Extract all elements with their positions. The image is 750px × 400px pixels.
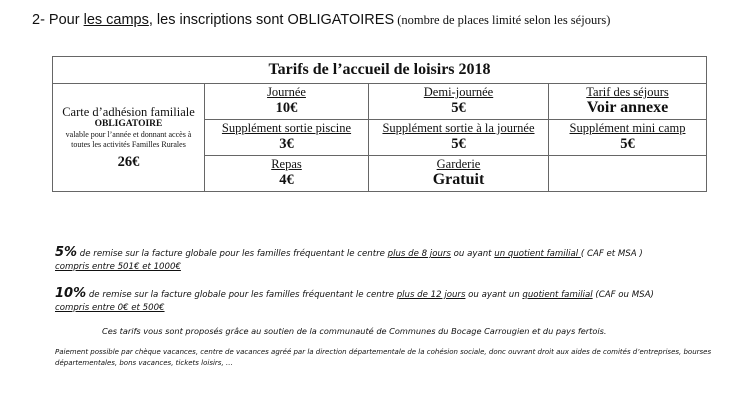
discount-range: compris entre 0€ et 500€ [55,302,165,313]
tarif-cell-repas [205,156,369,192]
discount-text: ( CAF et MSA ) [580,249,643,259]
tarif-value: 4€ [279,172,294,188]
tarif-value: 5€ [451,136,466,152]
tarif-label: Tarif des séjours [586,85,669,99]
membership-card-label: Carte d’adhésion familiale [62,104,195,119]
discount-range: compris entre 501€ et 1000€ [55,261,181,272]
tarif-value: 5€ [620,136,635,152]
tarif-value: Voir annexe [586,99,669,116]
discount-text: ou ayant un [465,290,523,300]
tarif-cell-sejours [549,84,707,120]
tarif-label: Repas [271,157,302,171]
discount-percent: 5% [55,245,78,260]
tarif-cell-demi-journee [369,84,549,120]
camps-registration-line [32,12,610,28]
discount-10-percent [55,288,725,314]
membership-card-mandatory: OBLIGATOIRE [94,118,163,129]
discount-5-percent [55,247,725,273]
tarif-cell-garderie [369,156,549,192]
tarif-label: Demi-journée [423,85,494,99]
tarif-value: 10€ [275,100,298,116]
intro-main-text: , les inscriptions sont OBLIGATOIRES [148,12,395,28]
intro-prefix: 2- Pour [32,12,84,28]
discount-text: de remise sur la facture globale pour les familles fréquentant le centre [86,290,397,300]
tarif-label: Journée [267,85,306,99]
membership-card-price: 26€ [117,153,140,170]
discount-days-condition: plus de 12 jours [396,290,466,300]
funding-note: Ces tarifs vous sont proposés grâce au soutien de la communauté de Communes du Bocage Carrougien et du pays fertois. [102,326,607,336]
discount-text: ou ayant [450,249,495,259]
tarif-label: Supplément mini camp [569,121,686,135]
intro-places-note: (nombre de places limité selon les séjours) [394,13,611,27]
discount-percent: 10% [55,286,87,301]
tarifs-table-title: Tarifs de l’accueil de loisirs 2018 [53,57,707,84]
tarif-label: Supplément sortie piscine [221,121,352,135]
intro-camps-underlined: les camps [83,12,149,28]
tarif-label: Supplément sortie à la journée [382,121,535,135]
discount-days-condition: plus de 8 jours [387,249,451,259]
discount-quotient: un quotient familial [494,249,581,259]
discount-text: de remise sur la facture globale pour les familles fréquentant le centre [77,249,388,259]
tarif-value: 3€ [279,136,294,152]
tarif-value: 5€ [451,100,466,116]
tarif-label: Garderie [436,157,481,171]
tarifs-table [52,56,707,192]
membership-card-description: valable pour l’année et donnant accès à toutes les activités Familles Rurales [65,129,192,149]
tarif-cell-piscine [205,120,369,156]
tarif-value: Gratuit [432,171,485,188]
tarif-cell-sortie-journee [369,120,549,156]
discount-quotient: quotient familial [522,290,593,300]
discount-text: (CAF ou MSA) [592,290,654,300]
payment-methods-note: Paiement possible par chèque vacances, centre de vacances agréé par la direction départementale de la cohésion sociale, donc ouvrant droit aux aides de comités d’entreprises, bourses départementales, bons vacances, tickets loisirs, … [55,348,712,367]
tarif-cell-empty [549,156,707,192]
tarif-cell-mini-camp [549,120,707,156]
membership-card-cell [53,84,205,192]
tarif-cell-journee [205,84,369,120]
